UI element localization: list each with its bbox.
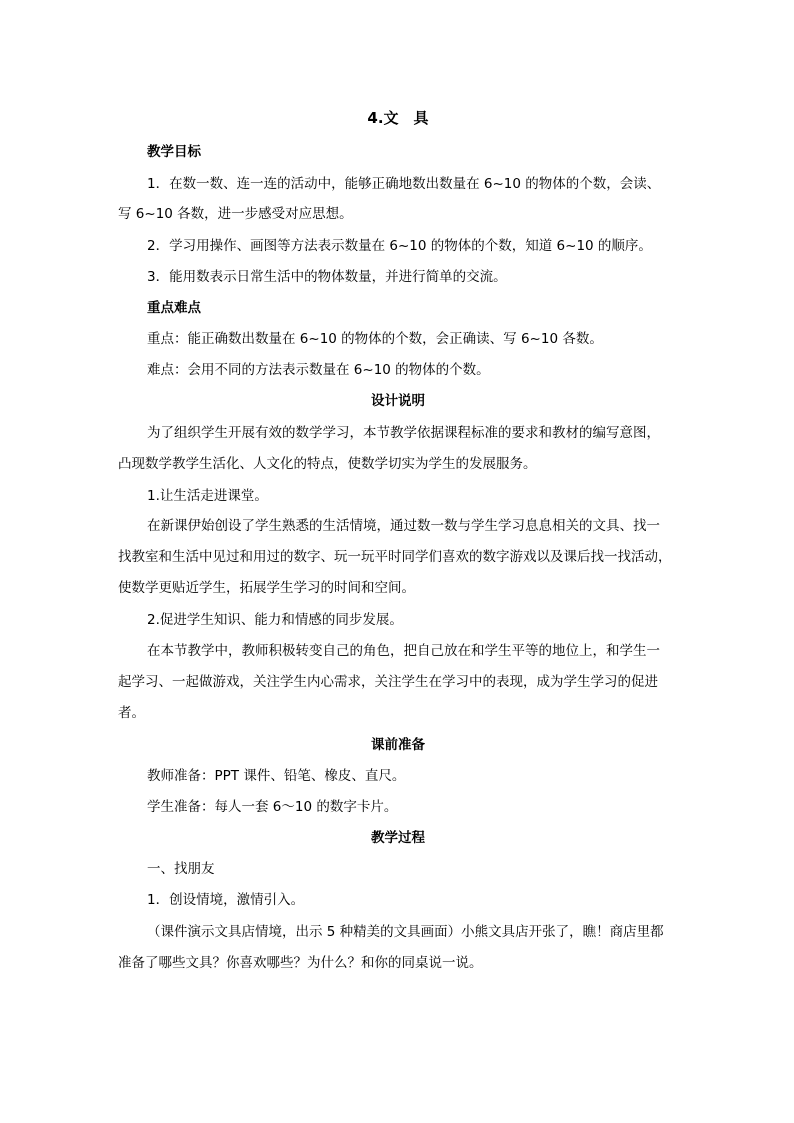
paragraph-line: 3．能用数表示日常生活中的物体数量，并进行简单的交流。 <box>147 269 507 285</box>
paragraph-line: 凸现数学教学生活化、人文化的特点，使数学切实为学生的发展服务。 <box>118 456 537 472</box>
paragraph-line: 难点：会用不同的方法表示数量在 6~10 的物体的个数。 <box>147 362 490 378</box>
paragraph-line: 起学习、一起做游戏，关注学生内心需求，关注学生在学习中的表现，成为学生学习的促进 <box>118 674 658 690</box>
paragraph-line: 在新课伊始创设了学生熟悉的生活情境，通过数一数与学生学习息息相关的文具、找一 <box>147 518 660 534</box>
paragraph-line: 重点：能正确数出数量在 6~10 的物体的个数，会正确读、写 6~10 各数。 <box>147 331 603 347</box>
heading-teaching-process: 教学过程 <box>371 830 425 846</box>
paragraph-line: 为了组织学生开展有效的数学学习，本节教学依据课程标准的要求和教材的编写意图， <box>147 425 660 441</box>
heading-preparation: 课前准备 <box>371 737 425 753</box>
paragraph-line: 准备了哪些文具？你喜欢哪些？为什么？和你的同桌说一说。 <box>118 955 483 971</box>
paragraph-line: 学生准备：每人一套 6～10 的数字卡片。 <box>147 799 398 815</box>
paragraph-line: 一、找朋友 <box>147 861 215 877</box>
paragraph-line: 写 6~10 各数，进一步感受对应思想。 <box>118 206 353 222</box>
paragraph-line: （课件演示文具店情境，出示 5 种精美的文具画面）小熊文具店开张了，瞧！商店里都 <box>147 924 664 940</box>
paragraph-line: 者。 <box>118 705 145 721</box>
paragraph-line: 1.让生活走进课堂。 <box>147 488 268 504</box>
paragraph-line: 找教室和生活中见过和用过的数字、玩一玩平时同学们喜欢的数字游戏以及课后找一找活动， <box>118 549 672 565</box>
paragraph-line: 使数学更贴近学生，拓展学生学习的时间和空间。 <box>118 580 415 596</box>
paragraph-line: 在本节教学中，教师积极转变自己的角色，把自己放在和学生平等的地位上，和学生一 <box>147 643 660 659</box>
heading-teaching-goals: 教学目标 <box>147 144 201 160</box>
paragraph-line: 2．学习用操作、画图等方法表示数量在 6~10 的物体的个数，知道 6~10 的顺序。 <box>147 238 652 254</box>
paragraph-line: 1．创设情境，激情引入。 <box>147 892 305 908</box>
paragraph-line: 教师准备：PPT 课件、铅笔、橡皮、直尺。 <box>147 768 406 784</box>
page-title: 4.文 具 <box>367 109 429 127</box>
paragraph-line: 1．在数一数、连一连的活动中，能够正确地数出数量在 6~10 的物体的个数，会读、 <box>147 176 661 192</box>
heading-design-notes: 设计说明 <box>371 393 425 409</box>
heading-key-points: 重点难点 <box>147 300 201 316</box>
paragraph-line: 2.促进学生知识、能力和情感的同步发展。 <box>147 612 403 628</box>
